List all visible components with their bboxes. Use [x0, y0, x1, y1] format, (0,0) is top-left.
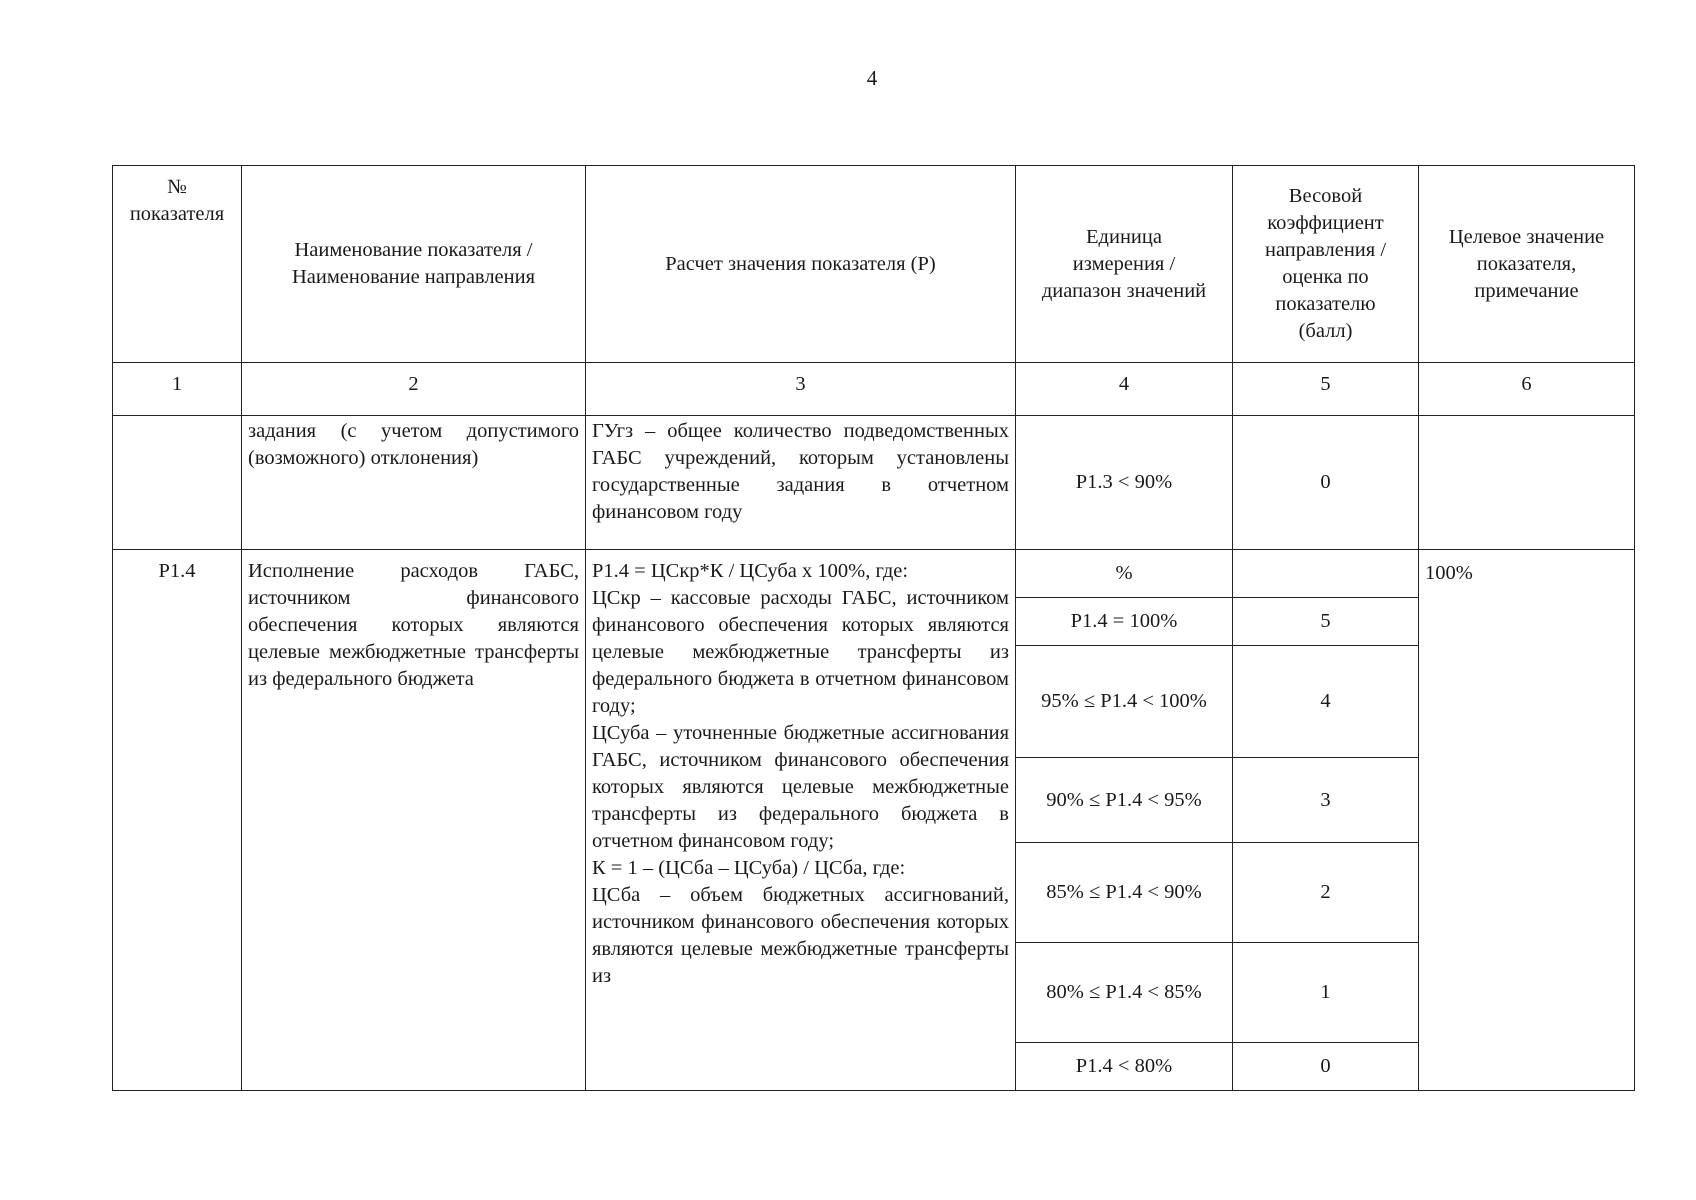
header-target: Целевое значение показателя, примечание	[1419, 166, 1635, 363]
row-p13-score: 0	[1233, 416, 1419, 550]
range-score: 1	[1233, 943, 1419, 1043]
column-number: 3	[586, 363, 1016, 416]
header-unit: Единица измерения / диапазон значений	[1016, 166, 1233, 363]
row-p14-calc	[586, 550, 1016, 1091]
row-p14-weight	[1233, 550, 1419, 598]
row-p13-target	[1419, 416, 1635, 550]
page-number: 4	[866, 66, 878, 90]
calc-definition: ЦСба – объем бюджетных ассигнований, источником финансового обеспечения которых являются целевые межбюджетные трансферты из	[592, 884, 1009, 987]
header-row	[113, 166, 1635, 363]
row-p14-number: Р1.4	[113, 550, 242, 1091]
calc-definition: ЦСуба – уточненные бюджетные ассигнования ГАБС, источником финансового обеспечения которых являются целевые межбюджетные трансферты из федерального бюджета в отчетном финансовом году;	[592, 722, 1009, 852]
row-p13-name: задания (с учетом допустимого (возможного) отклонения)	[242, 416, 586, 550]
row-p14-target: 100%	[1419, 550, 1635, 1091]
row-p14-unit: %	[1016, 550, 1233, 598]
indicators-table	[112, 165, 1635, 1091]
calc-formula: Р1.4 = ЦСкр*К / ЦСуба х 100%, где:	[592, 560, 909, 582]
header-calc: Расчет значения показателя (Р)	[586, 166, 1016, 363]
column-number-row	[113, 363, 1635, 416]
range-score: 3	[1233, 758, 1419, 843]
column-number: 4	[1016, 363, 1233, 416]
row-p13-calc: ГУгз – общее количество подведомственных ГАБС учреждений, которым установлены государственные задания в отчетном финансовом году	[586, 416, 1016, 550]
column-number: 6	[1419, 363, 1635, 416]
table-row-p14	[113, 550, 1635, 598]
calc-definition: ЦСкр – кассовые расходы ГАБС, источником финансового обеспечения которых являются целевые межбюджетные трансферты из федерального бюджета в отчетном финансовом году;	[592, 587, 1009, 717]
range-value: Р1.4 < 80%	[1016, 1043, 1233, 1091]
table-row-p13	[113, 416, 1635, 550]
column-number: 5	[1233, 363, 1419, 416]
range-score: 4	[1233, 646, 1419, 758]
header-number: № показателя	[113, 166, 242, 363]
range-value: 95% ≤ Р1.4 < 100%	[1016, 646, 1233, 758]
row-p13-number	[113, 416, 242, 550]
range-value: Р1.4 = 100%	[1016, 598, 1233, 646]
range-score: 0	[1233, 1043, 1419, 1091]
row-p13-range: Р1.3 < 90%	[1016, 416, 1233, 550]
header-name: Наименование показателя / Наименование направления	[242, 166, 586, 363]
row-p14-name: Исполнение расходов ГАБС, источником финансового обеспечения которых являются целевые межбюджетные трансферты из федерального бюджета	[242, 550, 586, 1091]
range-value: 85% ≤ Р1.4 < 90%	[1016, 843, 1233, 943]
calc-formula: К = 1 – (ЦСба – ЦСуба) / ЦСба, где:	[592, 857, 906, 879]
range-value: 90% ≤ Р1.4 < 95%	[1016, 758, 1233, 843]
range-value: 80% ≤ Р1.4 < 85%	[1016, 943, 1233, 1043]
header-weight: Весовой коэффициент направления / оценка по показателю (балл)	[1233, 166, 1419, 363]
range-score: 5	[1233, 598, 1419, 646]
column-number: 2	[242, 363, 586, 416]
column-number: 1	[113, 363, 242, 416]
range-score: 2	[1233, 843, 1419, 943]
